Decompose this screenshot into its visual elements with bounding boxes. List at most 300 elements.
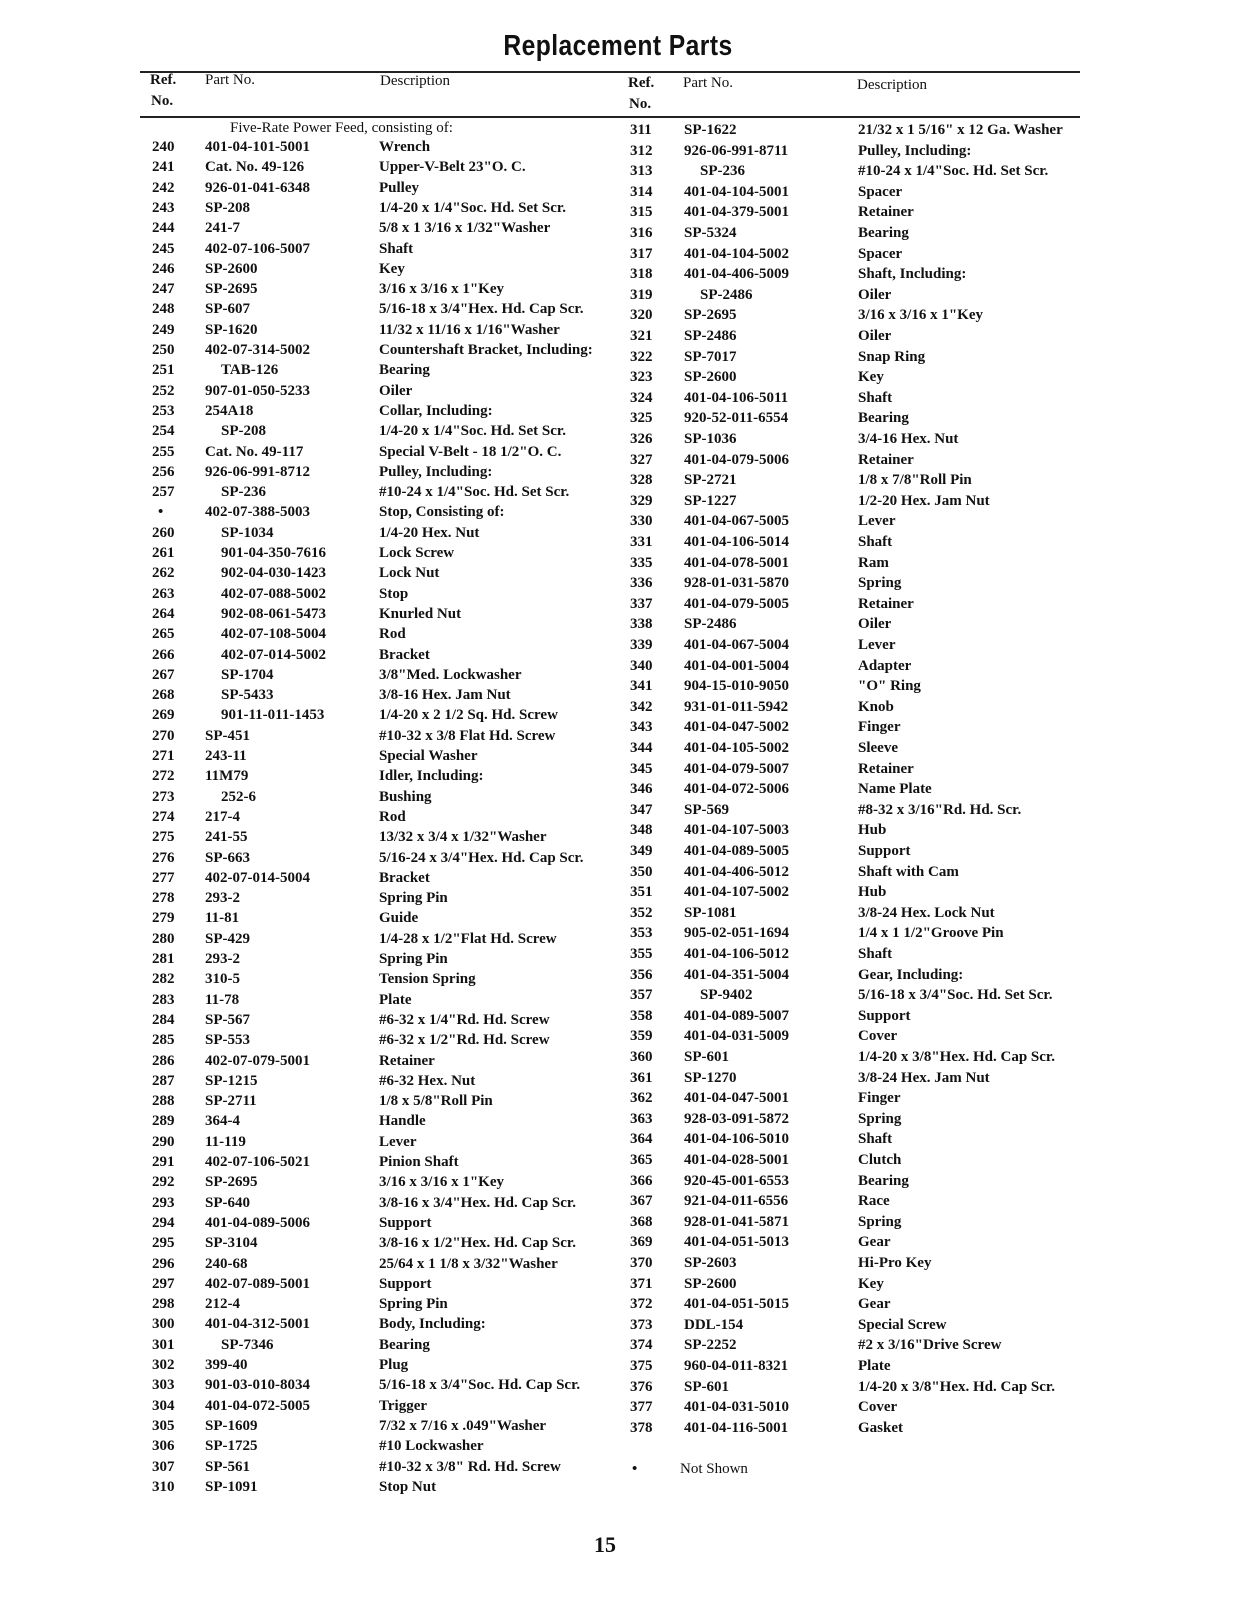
part-number: 401-04-051-5013	[684, 1234, 789, 1251]
ref-number: 345	[630, 760, 653, 777]
part-number: SP-7017	[684, 348, 737, 365]
part-description: Snap Ring	[858, 348, 926, 365]
footnote-symbol: •	[632, 1461, 638, 1477]
part-number: 401-04-047-5002	[684, 719, 789, 736]
part-number: SP-1036	[684, 431, 737, 447]
ref-number: 272	[152, 768, 175, 785]
part-description: Guide	[379, 910, 419, 927]
ref-number: 267	[152, 666, 175, 683]
part-description: Cover	[858, 1399, 898, 1416]
part-description: Pulley, Including:	[858, 142, 972, 159]
part-description: Gear, Including:	[858, 966, 964, 983]
part-number: 401-04-047-5001	[684, 1090, 789, 1107]
ref-number: 277	[152, 869, 175, 886]
part-number: 252-6	[221, 788, 256, 805]
ref-number: 373	[630, 1316, 653, 1333]
ref-number: 273	[152, 788, 175, 805]
part-number: SP-1034	[221, 524, 274, 541]
part-number: 401-04-089-5005	[684, 843, 789, 859]
part-number: 11M79	[205, 768, 249, 785]
part-number: 401-04-079-5005	[684, 595, 789, 612]
ref-number: •	[158, 504, 164, 521]
part-description: Shaft, Including:	[858, 266, 967, 283]
description-header: Description	[857, 77, 927, 93]
page-title: Replacement Parts	[503, 30, 733, 62]
part-number: 928-01-041-5871	[684, 1213, 789, 1230]
part-number: SP-561	[205, 1458, 250, 1475]
part-description: Bearing	[379, 1336, 430, 1353]
part-description: Bearing	[858, 410, 909, 427]
part-number: 926-06-991-8712	[205, 463, 310, 480]
part-description: 1/4-20 x 2 1/2 Sq. Hd. Screw	[379, 707, 558, 724]
part-number: SP-1609	[205, 1417, 258, 1434]
part-description: Gasket	[858, 1419, 903, 1436]
part-description: Stop	[379, 585, 409, 602]
ref-number: 278	[152, 890, 175, 907]
part-number: 921-04-011-6556	[684, 1193, 789, 1210]
part-number: 399-40	[205, 1357, 248, 1373]
part-number: 401-04-106-5012	[684, 946, 789, 962]
part-description: 7/32 x 7/16 x .049"Washer	[379, 1417, 547, 1434]
part-number: SP-567	[205, 1011, 250, 1028]
part-number: SP-208	[221, 423, 266, 440]
part-number: 902-04-030-1423	[221, 565, 326, 582]
ref-number: 270	[152, 727, 175, 744]
ref-number: 302	[152, 1357, 175, 1373]
part-number: SP-1081	[684, 904, 737, 921]
ref-number: 248	[152, 301, 175, 318]
ref-number: 314	[630, 183, 653, 200]
part-number: SP-2695	[205, 281, 258, 298]
part-number: SP-451	[205, 727, 250, 744]
part-description: Stop Nut	[379, 1478, 437, 1495]
ref-number: 311	[630, 122, 652, 138]
ref-number: 300	[152, 1316, 175, 1333]
part-number: 401-04-001-5004	[684, 657, 789, 674]
part-description: Shaft with Cam	[858, 863, 959, 880]
part-description: 13/32 x 3/4 x 1/32"Washer	[379, 829, 547, 846]
part-number: 401-04-072-5006	[684, 781, 789, 798]
ref-number: 331	[630, 534, 653, 550]
ref-number: 338	[630, 616, 653, 633]
part-description: Hi-Pro Key	[858, 1255, 932, 1271]
part-description: Pulley	[379, 179, 419, 196]
ref-number: 360	[630, 1049, 653, 1065]
part-number: 907-01-050-5233	[205, 382, 310, 399]
part-number: SP-640	[205, 1194, 250, 1211]
ref-number: 243	[152, 199, 175, 216]
part-description: 3/8-16 x 3/4"Hex. Hd. Cap Scr.	[379, 1194, 576, 1211]
part-number: 243-11	[205, 748, 247, 764]
part-number: SP-429	[205, 930, 250, 947]
part-number: 901-03-010-8034	[205, 1377, 310, 1394]
part-description: 1/4-20 x 3/8"Hex. Hd. Cap Scr.	[858, 1378, 1055, 1395]
part-description: "O" Ring	[858, 678, 921, 695]
part-description: Special V-Belt - 18 1/2"O. C.	[379, 443, 562, 460]
part-description: Support	[858, 1007, 911, 1024]
part-number: SP-2600	[205, 260, 258, 277]
part-description: Support	[379, 1275, 432, 1292]
part-number: 401-04-101-5001	[205, 139, 310, 155]
part-description: Oiler	[858, 616, 892, 633]
part-description: Oiler	[858, 286, 892, 303]
part-description: Lever	[379, 1133, 417, 1150]
part-number: SP-601	[684, 1049, 729, 1065]
part-description: Bearing	[858, 1172, 909, 1189]
part-number: 402-07-314-5002	[205, 342, 310, 358]
part-description: 1/2-20 Hex. Jam Nut	[858, 492, 990, 509]
part-number: 401-04-106-5014	[684, 534, 789, 550]
part-description: Clutch	[858, 1152, 902, 1168]
ref-number: 317	[630, 245, 653, 262]
part-description: Name Plate	[858, 781, 932, 798]
ref-number: 254	[152, 423, 175, 440]
part-description: 5/16-18 x 3/4"Soc. Hd. Cap Scr.	[379, 1377, 581, 1394]
part-description: 1/8 x 5/8"Roll Pin	[379, 1093, 493, 1110]
part-number: TAB-126	[221, 362, 279, 379]
part-number: SP-553	[205, 1032, 250, 1049]
part-number: SP-1227	[684, 492, 737, 509]
part-number: SP-2486	[684, 616, 737, 633]
part-number: 402-07-079-5001	[205, 1052, 310, 1069]
ref-number: 353	[630, 925, 653, 942]
part-number: 401-04-089-5007	[684, 1007, 789, 1024]
title-rule	[140, 71, 1080, 73]
part-number: 402-07-088-5002	[221, 585, 326, 602]
part-description: Spring	[858, 575, 902, 592]
part-number: SP-2486	[684, 328, 737, 344]
part-number: 401-04-106-5010	[684, 1131, 789, 1148]
ref-number: 252	[152, 382, 175, 399]
part-number: SP-2711	[205, 1093, 257, 1110]
part-description: 3/8-24 Hex. Lock Nut	[858, 904, 995, 921]
part-number: SP-1704	[221, 666, 274, 683]
part-description: Hub	[858, 884, 887, 901]
part-description: #10-24 x 1/4"Soc. Hd. Set Scr.	[858, 163, 1049, 180]
part-number: SP-1091	[205, 1478, 258, 1495]
part-number: 960-04-011-8321	[684, 1358, 789, 1374]
part-description: Pinion Shaft	[379, 1154, 459, 1170]
part-number: SP-663	[205, 849, 250, 866]
ref-number: 329	[630, 492, 653, 509]
ref-number: 337	[630, 595, 653, 612]
part-description: Lock Screw	[379, 545, 455, 561]
part-description: 3/16 x 3/16 x 1"Key	[858, 307, 983, 324]
part-description: Idler, Including:	[379, 768, 484, 785]
ref-number: 367	[630, 1193, 653, 1210]
ref-number: 372	[630, 1296, 653, 1313]
ref-number: 374	[630, 1337, 653, 1354]
ref-number: 257	[152, 484, 175, 501]
ref-number: 377	[630, 1399, 653, 1416]
ref-number: 283	[152, 991, 175, 1008]
part-number: 401-04-351-5004	[684, 966, 789, 983]
part-description: Finger	[858, 719, 901, 736]
ref-number: 364	[630, 1131, 653, 1148]
part-description: Cover	[858, 1028, 898, 1045]
part-number: 401-04-312-5001	[205, 1316, 310, 1333]
part-number: SP-1270	[684, 1069, 737, 1086]
ref-number: 350	[630, 863, 653, 880]
part-description: Bearing	[379, 362, 430, 379]
ref-number: 250	[152, 342, 175, 358]
ref-number: 325	[630, 410, 653, 427]
part-number: SP-7346	[221, 1336, 274, 1353]
ref-number: 263	[152, 585, 175, 602]
ref-number: 323	[630, 369, 653, 386]
ref-number: 294	[152, 1214, 175, 1231]
ref-number: 285	[152, 1032, 175, 1049]
part-number: SP-3104	[205, 1235, 258, 1252]
ref-number: 247	[152, 281, 175, 298]
part-description: Ram	[858, 554, 889, 571]
part-number: SP-2600	[684, 1275, 737, 1292]
part-number: 401-04-089-5006	[205, 1214, 310, 1231]
ref-number: 336	[630, 575, 653, 592]
part-description: Spring	[858, 1213, 902, 1230]
ref-number: 291	[152, 1154, 175, 1170]
ref-number: 341	[630, 678, 653, 695]
part-description: 3/8-24 Hex. Jam Nut	[858, 1069, 990, 1086]
part-number: 402-07-014-5004	[205, 869, 310, 886]
part-number: SP-236	[700, 163, 745, 180]
ref-number: 301	[152, 1336, 175, 1353]
ref-number: 368	[630, 1213, 653, 1230]
part-description: 5/8 x 1 3/16 x 1/32"Washer	[379, 220, 551, 237]
part-description: Pulley, Including:	[379, 463, 493, 480]
part-description: 3/16 x 3/16 x 1"Key	[379, 1174, 504, 1191]
part-description: Key	[379, 260, 405, 277]
ref-number: 352	[630, 904, 653, 921]
ref-number: 346	[630, 781, 653, 798]
ref-number: 304	[152, 1397, 175, 1414]
ref-number: 355	[630, 946, 653, 962]
part-number: 401-04-406-5012	[684, 863, 789, 880]
ref-number: 290	[152, 1133, 175, 1150]
footnote-text: Not Shown	[680, 1461, 748, 1477]
part-description: Spring Pin	[379, 951, 448, 967]
part-number: 240-68	[205, 1255, 248, 1272]
part-number: 901-04-350-7616	[221, 545, 326, 561]
ref-number: 268	[152, 687, 175, 704]
ref-number: 279	[152, 910, 175, 927]
ref-number: 344	[630, 740, 653, 756]
part-description: Shaft	[858, 534, 893, 550]
part-description: Retainer	[858, 760, 914, 777]
part-description: Countershaft Bracket, Including:	[379, 342, 593, 358]
part-number: SP-1725	[205, 1438, 258, 1455]
part-description: Tension Spring	[379, 971, 476, 988]
part-description: Bushing	[379, 788, 432, 805]
part-description: 5/16-18 x 3/4"Soc. Hd. Set Scr.	[858, 987, 1053, 1004]
ref-number: 249	[152, 321, 175, 338]
part-description: Lock Nut	[379, 565, 440, 582]
part-description: 11/32 x 11/16 x 1/16"Washer	[379, 321, 560, 338]
ref-number: 356	[630, 966, 653, 983]
part-description: Rod	[379, 626, 406, 643]
part-number: 401-04-379-5001	[684, 204, 789, 221]
part-description: Retainer	[858, 595, 914, 612]
section-intro: Five-Rate Power Feed, consisting of:	[230, 120, 453, 136]
ref-number: 271	[152, 748, 175, 764]
ref-number: 312	[630, 142, 653, 159]
part-description: #10-32 x 3/8" Rd. Hd. Screw	[379, 1458, 561, 1475]
part-number: 402-07-108-5004	[221, 626, 326, 643]
part-description: Special Washer	[379, 748, 478, 764]
part-number: 401-04-079-5006	[684, 451, 789, 468]
part-description: #2 x 3/16"Drive Screw	[858, 1337, 1002, 1354]
part-description: Plate	[858, 1358, 891, 1374]
part-number: 402-07-089-5001	[205, 1275, 310, 1292]
ref-number: 282	[152, 971, 175, 988]
ref-number: 335	[630, 554, 653, 571]
part-description: Shaft	[858, 946, 893, 962]
part-description: Spring Pin	[379, 1296, 448, 1313]
ref-number: 324	[630, 389, 653, 406]
ref-number: 296	[152, 1255, 175, 1272]
part-number: 401-04-104-5002	[684, 245, 789, 262]
part-number: 401-04-031-5010	[684, 1399, 789, 1416]
ref-number: 286	[152, 1052, 175, 1069]
part-number: SP-2695	[684, 307, 737, 324]
ref-number: 307	[152, 1458, 175, 1475]
ref-number: 343	[630, 719, 653, 736]
part-header: Part No.	[683, 75, 733, 91]
part-number: SP-2603	[684, 1255, 737, 1271]
part-number: 928-01-031-5870	[684, 575, 789, 592]
part-number: 401-04-104-5001	[684, 183, 789, 200]
ref-number: 327	[630, 451, 653, 468]
ref-number: 378	[630, 1419, 653, 1436]
ref-header: Ref.	[628, 75, 655, 91]
part-number: SP-2600	[684, 369, 737, 386]
ref-number: 326	[630, 431, 653, 447]
part-number: 241-55	[205, 829, 248, 846]
ref-number: 342	[630, 698, 653, 715]
ref-number: 313	[630, 163, 653, 180]
part-number: DDL-154	[684, 1316, 744, 1333]
part-description: Gear	[858, 1296, 891, 1313]
part-number: SP-1215	[205, 1072, 258, 1089]
part-description: Shaft	[858, 1131, 893, 1148]
ref-number: 322	[630, 348, 653, 365]
part-number: 401-04-406-5009	[684, 266, 789, 283]
part-header: Part No.	[205, 72, 255, 88]
ref-number: 265	[152, 626, 175, 643]
part-description: Bearing	[858, 225, 909, 241]
part-number: 901-11-011-1453	[221, 707, 325, 724]
part-description: #10 Lockwasher	[379, 1438, 484, 1455]
part-number: 401-04-105-5002	[684, 740, 789, 756]
part-description: Support	[379, 1214, 432, 1231]
ref-number: 351	[630, 884, 653, 901]
part-number: SP-2695	[205, 1174, 258, 1191]
part-number: 401-04-107-5003	[684, 822, 789, 839]
ref-number: 371	[630, 1275, 653, 1292]
part-description: Retainer	[379, 1052, 435, 1069]
part-number: 904-15-010-9050	[684, 678, 789, 695]
part-description: Collar, Including:	[379, 402, 493, 419]
part-description: Shaft	[379, 240, 414, 257]
ref-number: 318	[630, 266, 653, 283]
ref-number: 274	[152, 808, 175, 825]
part-description: Special Screw	[858, 1316, 947, 1333]
ref-number: 275	[152, 829, 175, 846]
part-description: 1/4-28 x 1/2"Flat Hd. Screw	[379, 930, 557, 947]
ref-number: 289	[152, 1113, 175, 1130]
ref-number: 320	[630, 307, 653, 324]
ref-number: 357	[630, 987, 653, 1004]
part-number: SP-236	[221, 484, 266, 501]
ref-number: 370	[630, 1255, 653, 1271]
part-description: 5/16-24 x 3/4"Hex. Hd. Cap Scr.	[379, 849, 584, 866]
part-description: #10-32 x 3/8 Flat Hd. Screw	[379, 727, 556, 744]
ref-number: 358	[630, 1007, 653, 1024]
ref-number: 369	[630, 1234, 653, 1251]
part-description: Retainer	[858, 451, 914, 468]
ref-number: 246	[152, 260, 175, 277]
part-description: 1/4-20 Hex. Nut	[379, 524, 480, 541]
part-number: 401-04-067-5005	[684, 513, 789, 530]
part-description: Body, Including:	[379, 1316, 486, 1333]
ref-number: 244	[152, 220, 175, 237]
ref-header: Ref.	[150, 72, 177, 88]
part-description: Retainer	[858, 204, 914, 221]
part-number: 920-45-001-6553	[684, 1172, 789, 1189]
part-description: 1/4-20 x 3/8"Hex. Hd. Cap Scr.	[858, 1049, 1055, 1065]
part-description: Handle	[379, 1113, 426, 1130]
part-number: 402-07-106-5007	[205, 240, 310, 257]
ref-number: 349	[630, 843, 653, 859]
part-description: Bracket	[379, 869, 430, 886]
part-description: Plug	[379, 1357, 409, 1373]
ref-number: 276	[152, 849, 175, 866]
part-description: 1/4-20 x 1/4"Soc. Hd. Set Scr.	[379, 423, 566, 440]
ref-number: 241	[152, 159, 175, 176]
part-description: Spacer	[858, 183, 903, 200]
part-description: Upper-V-Belt 23"O. C.	[379, 159, 526, 176]
ref-number: 292	[152, 1174, 175, 1191]
ref-number: 321	[630, 328, 653, 344]
part-description: Sleeve	[858, 740, 898, 756]
part-description: Shaft	[858, 389, 893, 406]
ref-number: 284	[152, 1011, 175, 1028]
ref-number: 315	[630, 204, 653, 221]
ref-number: 303	[152, 1377, 175, 1394]
ref-number: 306	[152, 1438, 175, 1455]
part-description: 3/8-16 Hex. Jam Nut	[379, 687, 511, 704]
part-number: 364-4	[205, 1113, 240, 1130]
ref-number: 261	[152, 545, 175, 561]
part-number: 401-04-072-5005	[205, 1397, 310, 1414]
part-description: 1/8 x 7/8"Roll Pin	[858, 472, 972, 489]
part-description: 5/16-18 x 3/4"Hex. Hd. Cap Scr.	[379, 301, 584, 318]
part-number: 401-04-067-5004	[684, 637, 789, 653]
part-description: #6-32 Hex. Nut	[379, 1072, 476, 1089]
part-number: 401-04-031-5009	[684, 1028, 789, 1045]
part-number: 217-4	[205, 808, 240, 825]
part-number: SP-208	[205, 199, 250, 216]
part-number: 402-07-014-5002	[221, 646, 326, 663]
part-number: SP-1622	[684, 122, 737, 138]
ref-number: 262	[152, 565, 175, 582]
part-number: 293-2	[205, 890, 240, 907]
part-number: 293-2	[205, 951, 240, 967]
ref-number: 242	[152, 179, 175, 196]
part-description: #6-32 x 1/2"Rd. Hd. Screw	[379, 1032, 550, 1049]
part-number: SP-9402	[700, 987, 753, 1004]
part-number: 11-81	[205, 910, 240, 927]
